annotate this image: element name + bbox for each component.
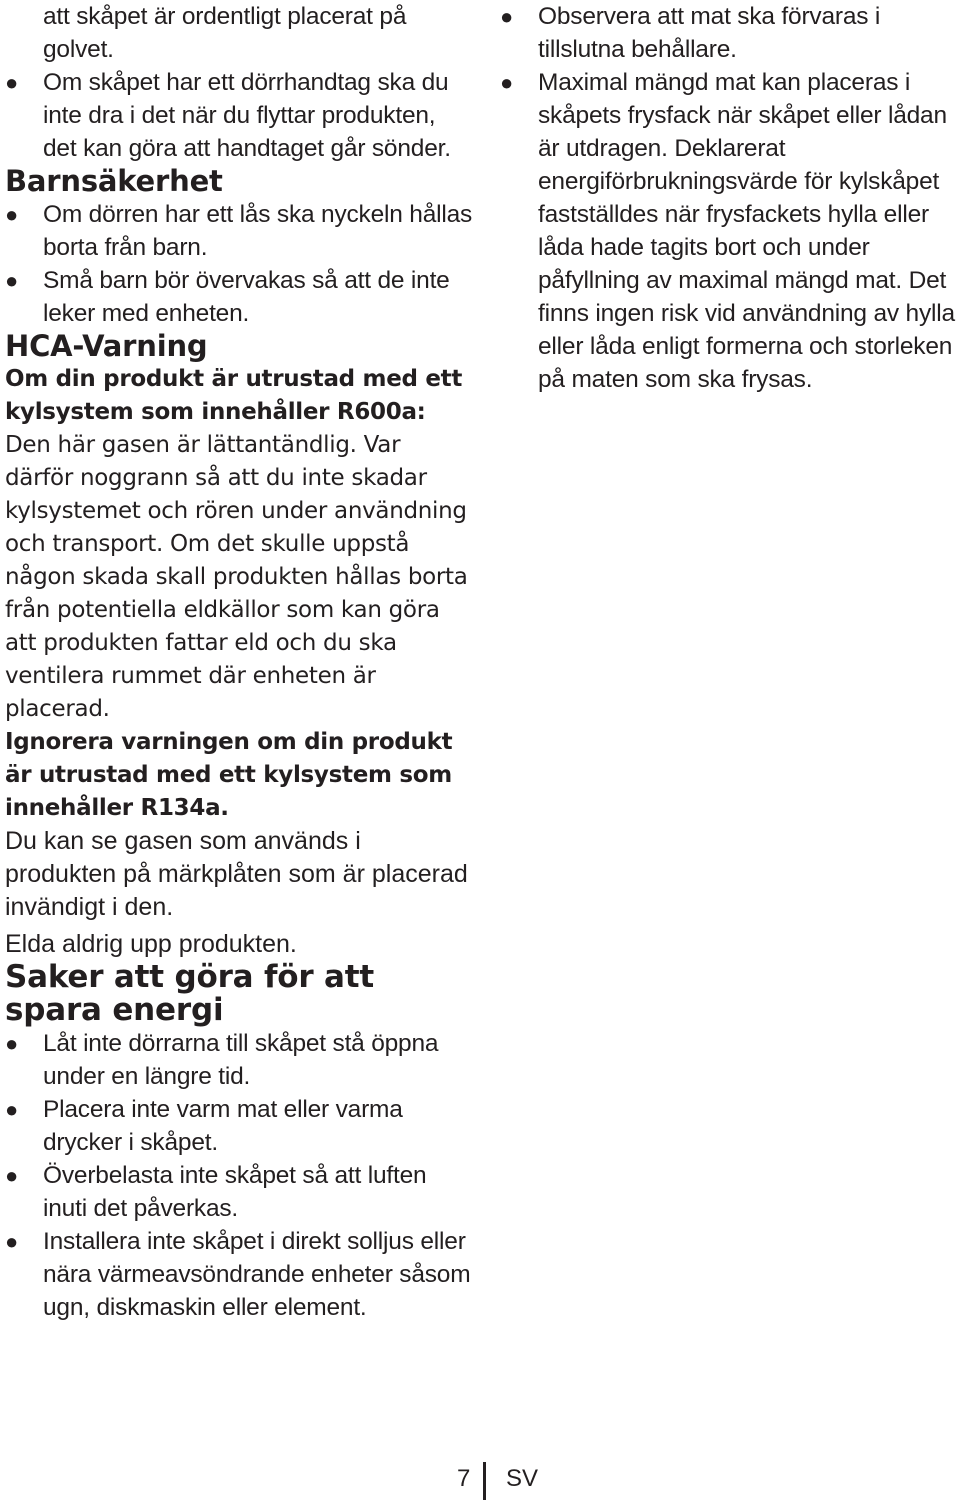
energy-bullet-list [5, 1027, 475, 1324]
list-item-text: Om skåpet har ett dörrhandtag ska du inte dra i det när du flyttar produkten, det kan göra att handtaget går sönder. [43, 69, 451, 162]
bullet-icon: ● [500, 70, 514, 95]
bullet-icon: ● [5, 1229, 19, 1254]
list-item [5, 264, 475, 330]
list-item-text: Observera att mat ska förvaras i tillslutna behållare. [538, 3, 881, 63]
bullet-icon: ● [5, 202, 19, 227]
list-item [5, 66, 475, 165]
bullet-icon: ● [500, 4, 514, 29]
list-item [5, 198, 475, 264]
list-item-text: Små barn bör övervakas så att de inte leker med enheten. [43, 267, 450, 327]
section-heading-hca: HCA-Varning [5, 329, 208, 363]
bullet-icon: ● [5, 1097, 19, 1122]
intro-bullet-list [5, 66, 475, 165]
list-item-text: Maximal mängd mat kan placeras i skåpets frysfack när skåpet eller lådan är utdragen. Deklarerat energiförbrukningsvärde för kylskåpet fastställdes när frysfackets hylla eller låda hade tagits bort och under påfyllning av maximal mängd mat. Det finns ingen risk vid användning av hylla eller låda enligt formerna och storleken på maten som ska frysas. [538, 69, 955, 393]
gas-paragraph: Du kan se gasen som används i produkten på märkplåten som är placerad invändigt i den. [5, 827, 468, 921]
bullet-icon: ● [5, 268, 19, 293]
ignore-bold-statement: Ignorera varningen om din produkt är utrustad med ett kylsystem som innehåller R134a. [5, 729, 453, 821]
intro-continuation: att skåpet är ordentligt placerat på golvet. [43, 3, 407, 63]
bullet-icon: ● [5, 70, 19, 95]
page-footer [0, 1462, 960, 1502]
left-column [5, 0, 475, 1324]
section-heading-barnsakerhet: Barnsäkerhet [5, 164, 223, 198]
bullet-icon: ● [5, 1163, 19, 1188]
hca-paragraph: Den här gasen är lättantändlig. Var därför noggrann så att du inte skadar kylsystemet och rören under användning och transport. Om det skulle uppstå någon skada skall produkten hållas borta från potentiella eldkällor som kan göra att produkten fattar eld och du ska ventilera rummet där enheten är placerad. [5, 432, 468, 722]
list-item-text: Placera inte varm mat eller varma drycker i skåpet. [43, 1096, 403, 1156]
list-item [500, 66, 960, 396]
language-code: SV [506, 1465, 539, 1492]
list-item-text: Låt inte dörrarna till skåpet stå öppna under en längre tid. [43, 1030, 439, 1090]
list-item [5, 1027, 475, 1093]
hca-bold-statement: Om din produkt är utrustad med ett kylsystem som innehåller R600a: [5, 366, 463, 425]
list-item [5, 1159, 475, 1225]
bullet-icon: ● [5, 1031, 19, 1056]
list-item [500, 0, 960, 66]
page-number: 7 [457, 1465, 471, 1492]
list-item [5, 1093, 475, 1159]
list-item-text: Om dörren har ett lås ska nyckeln hållas borta från barn. [43, 201, 473, 261]
list-item-text: Installera inte skåpet i direkt solljus eller nära värmeavsöndrande enheter såsom ugn, diskmaskin eller element. [43, 1228, 471, 1321]
list-item [5, 1225, 475, 1324]
barn-bullet-list [5, 198, 475, 330]
right-bullet-list [500, 0, 960, 396]
list-item-text: Överbelasta inte skåpet så att luften inuti det påverkas. [43, 1162, 427, 1222]
right-column [500, 0, 960, 396]
section-heading-energy: Saker att göra för att spara energi [5, 959, 374, 1028]
fire-paragraph: Elda aldrig upp produkten. [5, 930, 297, 958]
footer-divider [483, 1462, 486, 1500]
